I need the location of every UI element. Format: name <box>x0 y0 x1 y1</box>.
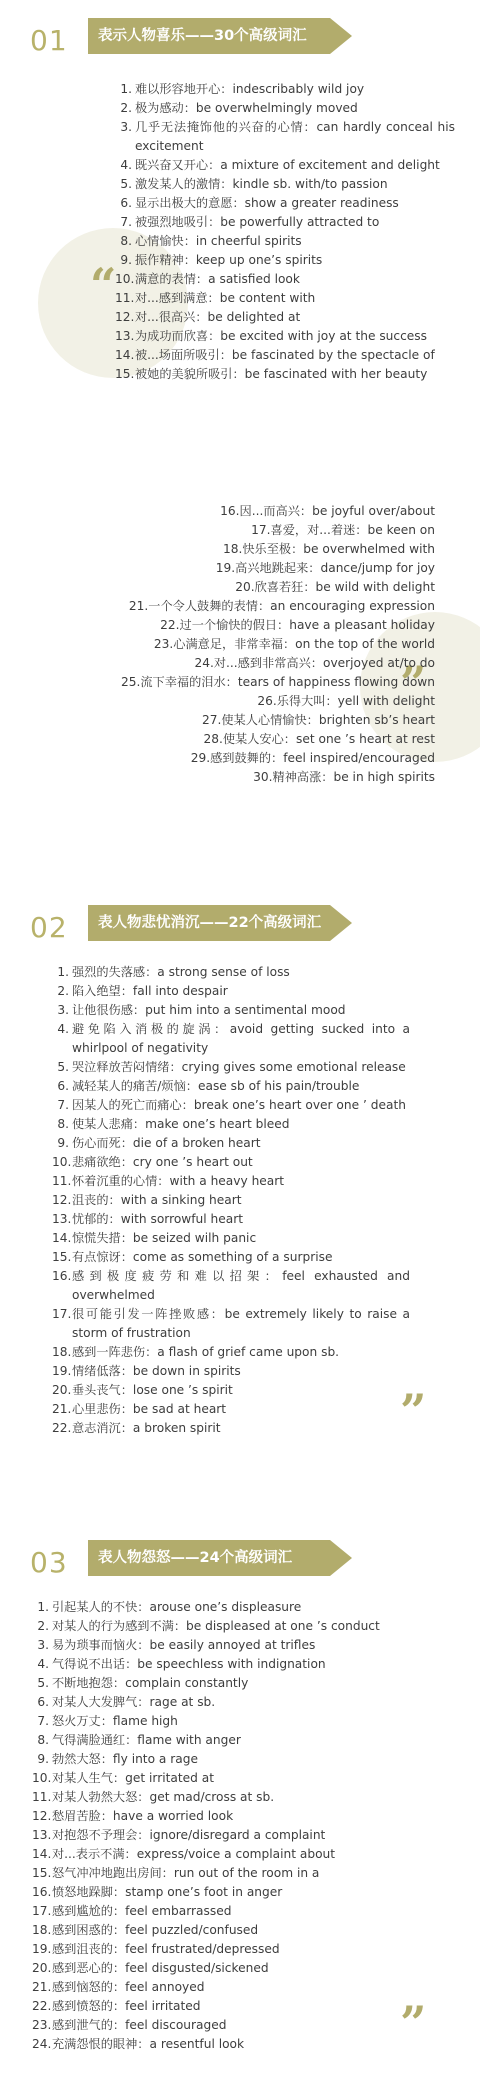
item-number: 11. <box>52 1174 72 1188</box>
list-item <box>32 2016 412 2035</box>
list-item <box>52 1115 410 1134</box>
list-item <box>115 270 455 289</box>
list-item <box>115 289 455 308</box>
item-number: 22. <box>32 1999 52 2013</box>
item-number: 19. <box>52 1364 72 1378</box>
item-number: 7. <box>37 1714 49 1728</box>
item-text: 因...而高兴：be joyful over/about <box>239 504 435 518</box>
item-text: 心里悲伤：be sad at heart <box>72 1402 227 1416</box>
list-item <box>32 1845 412 1864</box>
list-item <box>52 1134 410 1153</box>
list-item <box>32 1940 412 1959</box>
item-number: 8. <box>120 234 132 248</box>
section-number: 01 <box>30 24 68 57</box>
item-text: 充满怨恨的眼神：a resentful look <box>52 2037 245 2051</box>
list-item <box>115 194 455 213</box>
list-item <box>65 673 435 692</box>
item-text: 被强烈地吸引：be powerfully attracted to <box>135 215 380 229</box>
list-item <box>52 1400 410 1419</box>
item-number: 5. <box>57 1060 69 1074</box>
section-sorrow <box>0 905 480 945</box>
item-text: 哭泣释放苦闷情绪：crying gives some emotional release <box>72 1060 406 1074</box>
item-number: 13. <box>115 329 135 343</box>
list-item <box>115 156 455 175</box>
item-text: 为成功而欣喜：be excited with joy at the success <box>135 329 428 343</box>
list-item <box>65 578 435 597</box>
item-number: 1. <box>57 965 69 979</box>
item-text: 感到恶心的：feel disgusted/sickened <box>52 1961 269 1975</box>
list-item <box>65 502 435 521</box>
item-number: 3. <box>57 1003 69 1017</box>
item-text: 愁眉苦脸：have a worried look <box>52 1809 234 1823</box>
item-number: 17. <box>32 1904 52 1918</box>
item-text: 勃然大怒：fly into a rage <box>52 1752 198 1766</box>
list-item <box>52 1381 410 1400</box>
joy-list-part-1 <box>115 80 455 384</box>
item-text: 感到尴尬的：feel embarrassed <box>52 1904 232 1918</box>
item-text: 避免陷入消极的旋涡：avoid getting sucked into a whirlpool of negativity <box>72 1022 410 1055</box>
item-number: 5. <box>37 1676 49 1690</box>
item-text: 感到恼怒的：feel annoyed <box>52 1980 205 1994</box>
section-number: 03 <box>30 1546 68 1579</box>
anger-list <box>32 1598 412 2054</box>
item-number: 14. <box>32 1847 52 1861</box>
item-text: 有点惊讶：come as something of a surprise <box>72 1250 333 1264</box>
item-number: 7. <box>57 1098 69 1112</box>
list-item <box>52 1058 410 1077</box>
item-text: 忧郁的：with sorrowful heart <box>72 1212 244 1226</box>
item-number: 12. <box>32 1809 52 1823</box>
item-number: 21. <box>52 1402 72 1416</box>
list-item <box>32 1959 412 1978</box>
list-item <box>65 749 435 768</box>
item-number: 5. <box>120 177 132 191</box>
list-item <box>115 80 455 99</box>
item-text: 沮丧的：with a sinking heart <box>72 1193 242 1207</box>
item-number: 28. <box>203 732 223 746</box>
list-item <box>65 616 435 635</box>
item-text: 激发某人的激情：kindle sb. with/to passion <box>135 177 388 191</box>
section-header <box>0 905 480 945</box>
list-item <box>65 635 435 654</box>
item-number: 12. <box>115 310 135 324</box>
item-text: 对...感到非常高兴：overjoyed at/to do <box>213 656 435 670</box>
item-text: 感到困惑的：feel puzzled/confused <box>52 1923 259 1937</box>
section-header <box>0 1540 480 1580</box>
list-item <box>32 1750 412 1769</box>
item-number: 16. <box>32 1885 52 1899</box>
item-text: 感到沮丧的：feel frustrated/depressed <box>52 1942 280 1956</box>
list-item <box>52 1305 410 1343</box>
item-number: 26. <box>257 694 277 708</box>
item-text: 对某人勃然大怒：get mad/cross at sb. <box>52 1790 275 1804</box>
close-quote-icon: ” <box>400 656 427 710</box>
list-item <box>32 1902 412 1921</box>
list-item <box>52 1191 410 1210</box>
list-item <box>32 1731 412 1750</box>
item-text: 快乐至极：be overwhelmed with <box>242 542 435 556</box>
item-text: 喜爱，对...着迷：be keen on <box>270 523 435 537</box>
list-item <box>32 1674 412 1693</box>
item-number: 12. <box>52 1193 72 1207</box>
item-number: 4. <box>37 1657 49 1671</box>
item-number: 15. <box>32 1866 52 1880</box>
list-item <box>32 1978 412 1997</box>
list-item <box>115 251 455 270</box>
item-number: 24. <box>194 656 214 670</box>
list-item <box>115 365 455 384</box>
item-text: 垂头丧气：lose one ’s spirit <box>72 1383 233 1397</box>
item-number: 9. <box>120 253 132 267</box>
list-item <box>32 1636 412 1655</box>
section-anger <box>0 1540 480 1580</box>
item-text: 使某人心情愉快：brighten sb’s heart <box>221 713 435 727</box>
list-item <box>52 1096 410 1115</box>
item-text: 既兴奋又开心：a mixture of excitement and delight <box>135 158 440 172</box>
item-text: 欣喜若狂：be wild with delight <box>254 580 435 594</box>
item-text: 流下幸福的泪水：tears of happiness flowing down <box>140 675 435 689</box>
close-quote-icon: ” <box>400 1384 427 1438</box>
list-item <box>52 1419 410 1438</box>
item-number: 20. <box>235 580 255 594</box>
item-number: 6. <box>120 196 132 210</box>
sorrow-list <box>52 963 410 1438</box>
item-number: 11. <box>115 291 135 305</box>
list-item <box>52 1210 410 1229</box>
list-item <box>65 559 435 578</box>
item-number: 6. <box>37 1695 49 1709</box>
item-text: 使某人悲痛：make one’s heart bleed <box>72 1117 290 1131</box>
item-text: 几乎无法掩饰他的兴奋的心情：can hardly conceal his excitement <box>135 120 455 153</box>
list-item <box>32 1693 412 1712</box>
list-item <box>115 327 455 346</box>
item-number: 3. <box>120 120 132 134</box>
list-item <box>52 1248 410 1267</box>
joy-list-part-2 <box>65 502 435 787</box>
list-item <box>65 597 435 616</box>
item-text: 高兴地跳起来：dance/jump for joy <box>235 561 435 575</box>
item-text: 感到泄气的：feel discouraged <box>52 2018 227 2032</box>
item-text: 易为琐事而恼火：be easily annoyed at trifles <box>52 1638 316 1652</box>
item-number: 2. <box>120 101 132 115</box>
list-item <box>32 1598 412 1617</box>
list-item <box>32 1712 412 1731</box>
item-number: 29. <box>190 751 211 765</box>
item-text: 对某人大发脾气：rage at sb. <box>52 1695 216 1709</box>
item-number: 23. <box>153 637 174 651</box>
list-item <box>52 1362 410 1381</box>
list-item <box>32 1921 412 1940</box>
item-text: 感到极度疲劳和难以招架：feel exhausted and overwhelmed <box>72 1269 410 1302</box>
item-text: 对抱怨不予理会：ignore/disregard a complaint <box>52 1828 326 1842</box>
item-number: 25. <box>120 675 141 689</box>
list-item <box>32 1997 412 2016</box>
item-text: 感到一阵悲伤：a flash of grief came upon sb. <box>72 1345 340 1359</box>
item-text: 使某人安心：set one ’s heart at rest <box>222 732 435 746</box>
item-text: 让他很伤感：put him into a sentimental mood <box>72 1003 346 1017</box>
item-number: 1. <box>37 1600 49 1614</box>
item-text: 对某人生气：get irritated at <box>52 1771 214 1785</box>
item-number: 9. <box>57 1136 69 1150</box>
item-number: 19. <box>215 561 236 575</box>
item-number: 20. <box>52 1383 72 1397</box>
item-number: 3. <box>37 1638 49 1652</box>
item-number: 1. <box>120 82 132 96</box>
item-number: 21. <box>32 1980 52 1994</box>
list-item <box>32 1655 412 1674</box>
list-item <box>32 1788 412 1807</box>
list-item <box>115 346 455 365</box>
item-text: 不断地抱怨：complain constantly <box>52 1676 249 1690</box>
list-item <box>52 1153 410 1172</box>
list-item <box>65 711 435 730</box>
item-number: 9. <box>37 1752 49 1766</box>
item-number: 2. <box>37 1619 49 1633</box>
list-item <box>52 963 410 982</box>
item-text: 过一个愉快的假日：have a pleasant holiday <box>179 618 435 632</box>
item-text: 感到愤怒的：feel irritated <box>52 1999 201 2013</box>
item-number: 4. <box>57 1022 69 1036</box>
item-number: 10. <box>115 272 135 286</box>
list-item <box>65 521 435 540</box>
list-item <box>115 175 455 194</box>
item-number: 20. <box>32 1961 52 1975</box>
item-text: 惊慌失措：be seized wilh panic <box>72 1231 257 1245</box>
item-text: 心满意足，非常幸福：on the top of the world <box>173 637 435 651</box>
item-number: 22. <box>52 1421 72 1435</box>
list-item <box>115 308 455 327</box>
item-number: 15. <box>52 1250 72 1264</box>
item-number: 17. <box>251 523 271 537</box>
item-text: 伤心而死：die of a broken heart <box>72 1136 261 1150</box>
item-number: 2. <box>57 984 69 998</box>
list-item <box>52 982 410 1001</box>
item-text: 因某人的死亡而痛心：break one’s heart over one ’ death <box>72 1098 406 1112</box>
list-item <box>32 1617 412 1636</box>
item-text: 对...感到满意：be content with <box>135 291 316 305</box>
item-number: 17. <box>52 1307 72 1321</box>
item-text: 满意的表情：a satisfied look <box>135 272 300 286</box>
item-text: 心情愉快：in cheerful spirits <box>135 234 302 248</box>
list-item <box>52 1020 410 1058</box>
item-text: 被她的美貌所吸引：be fascinated with her beauty <box>135 367 428 381</box>
list-item <box>32 1769 412 1788</box>
item-number: 23. <box>32 2018 52 2032</box>
list-item <box>52 1229 410 1248</box>
list-item <box>32 1826 412 1845</box>
item-text: 强烈的失落感：a strong sense of loss <box>72 965 290 979</box>
list-item <box>65 654 435 673</box>
item-number: 18. <box>32 1923 52 1937</box>
list-item <box>115 99 455 118</box>
item-number: 14. <box>52 1231 72 1245</box>
item-number: 11. <box>32 1790 52 1804</box>
item-number: 14. <box>115 348 135 362</box>
item-text: 意志消沉：a broken spirit <box>72 1421 221 1435</box>
item-text: 对某人的行为感到不满：be displeased at one ’s conduct <box>52 1619 380 1633</box>
item-number: 18. <box>52 1345 72 1359</box>
item-text: 显示出极大的意愿：show a greater readiness <box>135 196 399 210</box>
section-number: 02 <box>30 911 68 944</box>
item-text: 减轻某人的痛苦/烦恼：ease sb of his pain/trouble <box>72 1079 360 1093</box>
item-text: 情绪低落：be down in spirits <box>72 1364 241 1378</box>
item-text: 被...场面所吸引：be fascinated by the spectacle of <box>135 348 435 362</box>
item-text: 乐得大叫：yell with delight <box>276 694 435 708</box>
item-text: 振作精神：keep up one’s spirits <box>135 253 323 267</box>
list-item <box>32 1807 412 1826</box>
item-text: 对...表示不满：express/voice a complaint about <box>52 1847 336 1861</box>
item-text: 气得满脸通红：flame with anger <box>52 1733 241 1747</box>
list-item <box>65 692 435 711</box>
section-title: 表人物怨怒——24个高级词汇 <box>88 1540 330 1576</box>
item-text: 怒火万丈：flame high <box>52 1714 178 1728</box>
list-item <box>115 213 455 232</box>
list-item <box>65 730 435 749</box>
item-number: 15. <box>115 367 135 381</box>
item-text: 对...很高兴：be delighted at <box>135 310 301 324</box>
item-text: 一个令人鼓舞的表情：an encouraging expression <box>148 599 435 613</box>
item-number: 19. <box>32 1942 52 1956</box>
item-number: 8. <box>57 1117 69 1131</box>
item-number: 8. <box>37 1733 49 1747</box>
open-quote-icon: “ <box>90 258 117 312</box>
list-item <box>115 232 455 251</box>
item-number: 10. <box>52 1155 72 1169</box>
item-text: 难以形容地开心：indescribably wild joy <box>135 82 365 96</box>
item-text: 怒气冲冲地跑出房间：run out of the room in a <box>52 1866 320 1880</box>
item-number: 10. <box>32 1771 52 1785</box>
item-text: 很可能引发一阵挫败感：be extremely likely to raise a storm of frustration <box>72 1307 410 1340</box>
item-number: 27. <box>201 713 222 727</box>
item-number: 24. <box>32 2037 52 2051</box>
list-item <box>65 768 435 787</box>
list-item <box>52 1077 410 1096</box>
item-text: 怀着沉重的心情：with a heavy heart <box>72 1174 285 1188</box>
list-item <box>32 2035 412 2054</box>
close-quote-icon: ” <box>400 1996 427 2050</box>
item-number: 18. <box>222 542 243 556</box>
section-title: 表示人物喜乐——30个高级词汇 <box>88 18 330 54</box>
item-number: 16. <box>52 1269 72 1283</box>
list-item <box>52 1267 410 1305</box>
item-number: 4. <box>120 158 132 172</box>
item-number: 6. <box>57 1079 69 1093</box>
item-number: 16. <box>220 504 240 518</box>
list-item <box>52 1172 410 1191</box>
item-text: 极为感动：be overwhelmingly moved <box>135 101 358 115</box>
item-number: 21. <box>128 599 149 613</box>
list-item <box>52 1343 410 1362</box>
item-number: 7. <box>120 215 132 229</box>
item-number: 30. <box>253 770 273 784</box>
item-text: 气得说不出话：be speechless with indignation <box>52 1657 326 1671</box>
item-number: 13. <box>32 1828 52 1842</box>
item-text: 陷入绝望：fall into despair <box>72 984 228 998</box>
list-item <box>65 540 435 559</box>
item-text: 引起某人的不快：arouse one’s displeasure <box>52 1600 302 1614</box>
list-item <box>32 1883 412 1902</box>
section-header <box>0 18 480 58</box>
item-number: 13. <box>52 1212 72 1226</box>
item-text: 愤怒地跺脚：stamp one’s foot in anger <box>52 1885 283 1899</box>
item-number: 22. <box>160 618 180 632</box>
list-item <box>52 1001 410 1020</box>
section-joy <box>0 18 480 58</box>
list-item <box>32 1864 412 1883</box>
section-title: 表人物悲忧消沉——22个高级词汇 <box>88 905 330 941</box>
item-text: 精神高涨：be in high spirits <box>272 770 435 784</box>
item-text: 感到鼓舞的：feel inspired/encouraged <box>210 751 435 765</box>
list-item <box>115 118 455 156</box>
item-text: 悲痛欲绝：cry one ’s heart out <box>72 1155 253 1169</box>
